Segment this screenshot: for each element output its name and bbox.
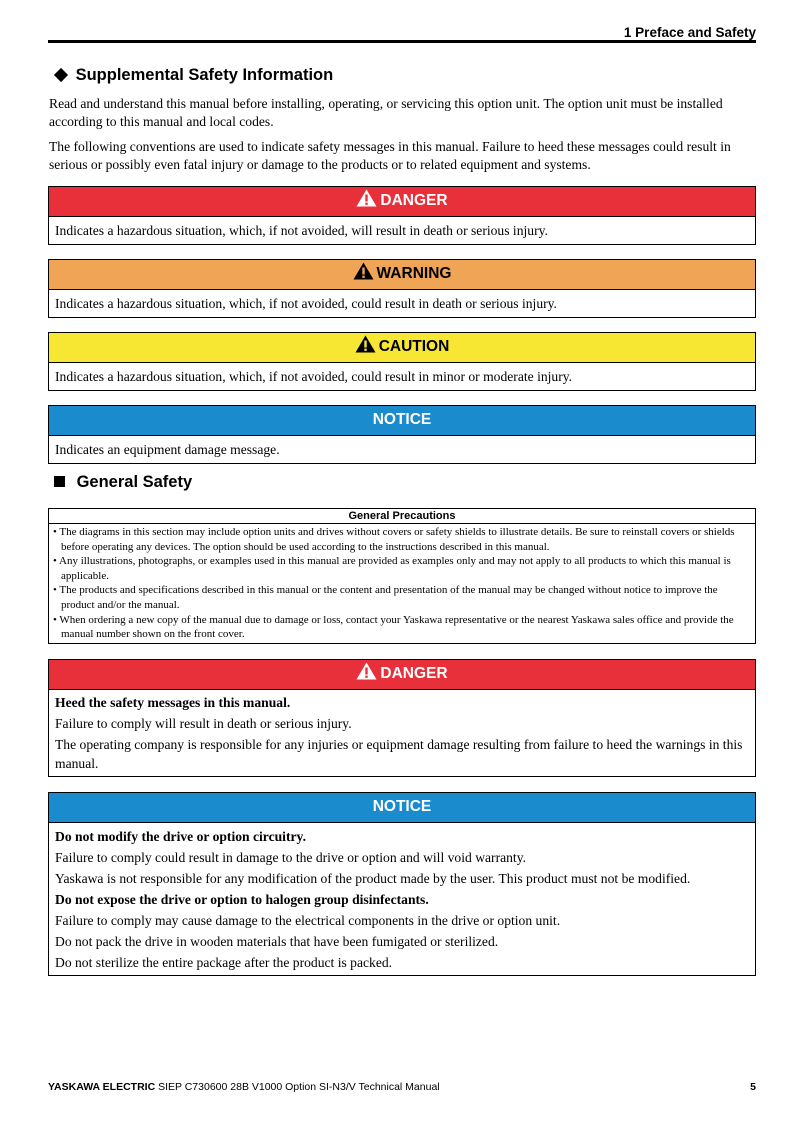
notice-message-line: Failure to comply may cause damage to the electrical components in the drive or option unit. — [55, 913, 561, 928]
notice-bar — [49, 793, 755, 823]
page-number: 5 — [750, 1081, 756, 1093]
footer-manual-title: SIEP C730600 28B V1000 Option SI-N3/V Technical Manual — [155, 1081, 440, 1093]
list-item: • The diagrams in this section may include option units and drives without covers or safety shields to illustrate details. Be sure to reinstall covers or shields before operating any devices. The option should be used according to the instructions described in this manual. — [53, 526, 735, 553]
danger-bar — [49, 187, 755, 217]
footer-document-id — [48, 1080, 440, 1094]
warning-triangle-icon — [355, 335, 376, 353]
warning-description: Indicates a hazardous situation, which, if not avoided, could result in death or serious injury. — [55, 296, 557, 311]
notice-message-box — [48, 792, 756, 976]
notice-message-heading: Do not modify the drive or option circuitry. — [55, 829, 306, 844]
general-safety-heading-text: General Safety — [76, 473, 193, 491]
danger-message-box — [48, 659, 756, 777]
notice-message-line: Yaskawa is not responsible for any modification of the product made by the user. This product must not be modified. — [55, 871, 691, 886]
notice-message-line: Do not sterilize the entire package after the product is packed. — [55, 955, 393, 970]
notice-convention-box — [48, 405, 756, 464]
running-header: 1 Preface and Safety — [623, 25, 756, 40]
danger-message-body — [49, 690, 755, 776]
notice-label: NOTICE — [372, 411, 432, 428]
warning-triangle-icon — [356, 662, 377, 680]
danger-label: DANGER — [380, 665, 448, 682]
notice-description: Indicates an equipment damage message. — [55, 442, 280, 457]
header-rule — [48, 40, 756, 43]
notice-message-line: Failure to comply could result in damage to the drive or option and will void warranty. — [55, 850, 527, 865]
danger-label: DANGER — [380, 192, 448, 209]
general-precautions-title: General Precautions — [49, 509, 755, 524]
notice-message-heading: Do not expose the drive or option to halogen group disinfectants. — [55, 892, 429, 907]
notice-message-body — [49, 823, 755, 975]
danger-bar — [49, 660, 755, 690]
notice-bar — [49, 406, 755, 436]
supplemental-heading — [54, 65, 333, 85]
danger-message-line: Failure to comply will result in death or serious injury. — [55, 716, 352, 731]
warning-label: WARNING — [376, 265, 452, 282]
square-bullet-icon — [54, 476, 65, 487]
list-item: • Any illustrations, photographs, or examples used in this manual are provided as examples only and may not apply to all products to which this manual is applicable. — [53, 555, 731, 582]
danger-message-line: The operating company is responsible for any injuries or equipment damage resulting from failure to heed the warnings in this manual. — [55, 737, 743, 771]
danger-message-heading: Heed the safety messages in this manual. — [55, 695, 291, 710]
diamond-bullet-icon — [54, 68, 68, 82]
notice-label: NOTICE — [372, 798, 432, 815]
caution-description: Indicates a hazardous situation, which, if not avoided, could result in minor or moderate injury. — [55, 369, 573, 384]
supplemental-heading-text: Supplemental Safety Information — [75, 66, 334, 84]
conventions-paragraph: The following conventions are used to indicate safety messages in this manual. Failure to heed these messages could result in serious or possibly even fatal injury or damage to the products or to related equipment and systems. — [49, 139, 731, 172]
general-precautions-box — [48, 508, 756, 644]
warning-convention-box — [48, 259, 756, 318]
intro-paragraph: Read and understand this manual before installing, operating, or servicing this option unit. The option unit must be installed according to this manual and local codes. — [49, 96, 723, 129]
danger-description: Indicates a hazardous situation, which, if not avoided, will result in death or serious injury. — [55, 223, 548, 238]
footer-brand: YASKAWA ELECTRIC — [48, 1081, 156, 1093]
caution-bar — [49, 333, 755, 363]
warning-triangle-icon — [353, 262, 374, 280]
notice-message-line: Do not pack the drive in wooden materials that have been fumigated or sterilized. — [55, 934, 499, 949]
list-item: • The products and specifications described in this manual or the content and presentation of the manual may be changed without notice to improve the product and/or the manual. — [53, 584, 718, 611]
caution-convention-box — [48, 332, 756, 391]
precautions-list — [49, 524, 755, 643]
danger-convention-box — [48, 186, 756, 245]
warning-bar — [49, 260, 755, 290]
list-item: • When ordering a new copy of the manual due to damage or loss, contact your Yaskawa representative or the nearest Yaskawa sales office and provide the manual number shown on the front cover. — [53, 613, 734, 641]
general-safety-heading — [54, 472, 192, 492]
caution-label: CAUTION — [378, 338, 450, 355]
warning-triangle-icon — [356, 189, 377, 207]
